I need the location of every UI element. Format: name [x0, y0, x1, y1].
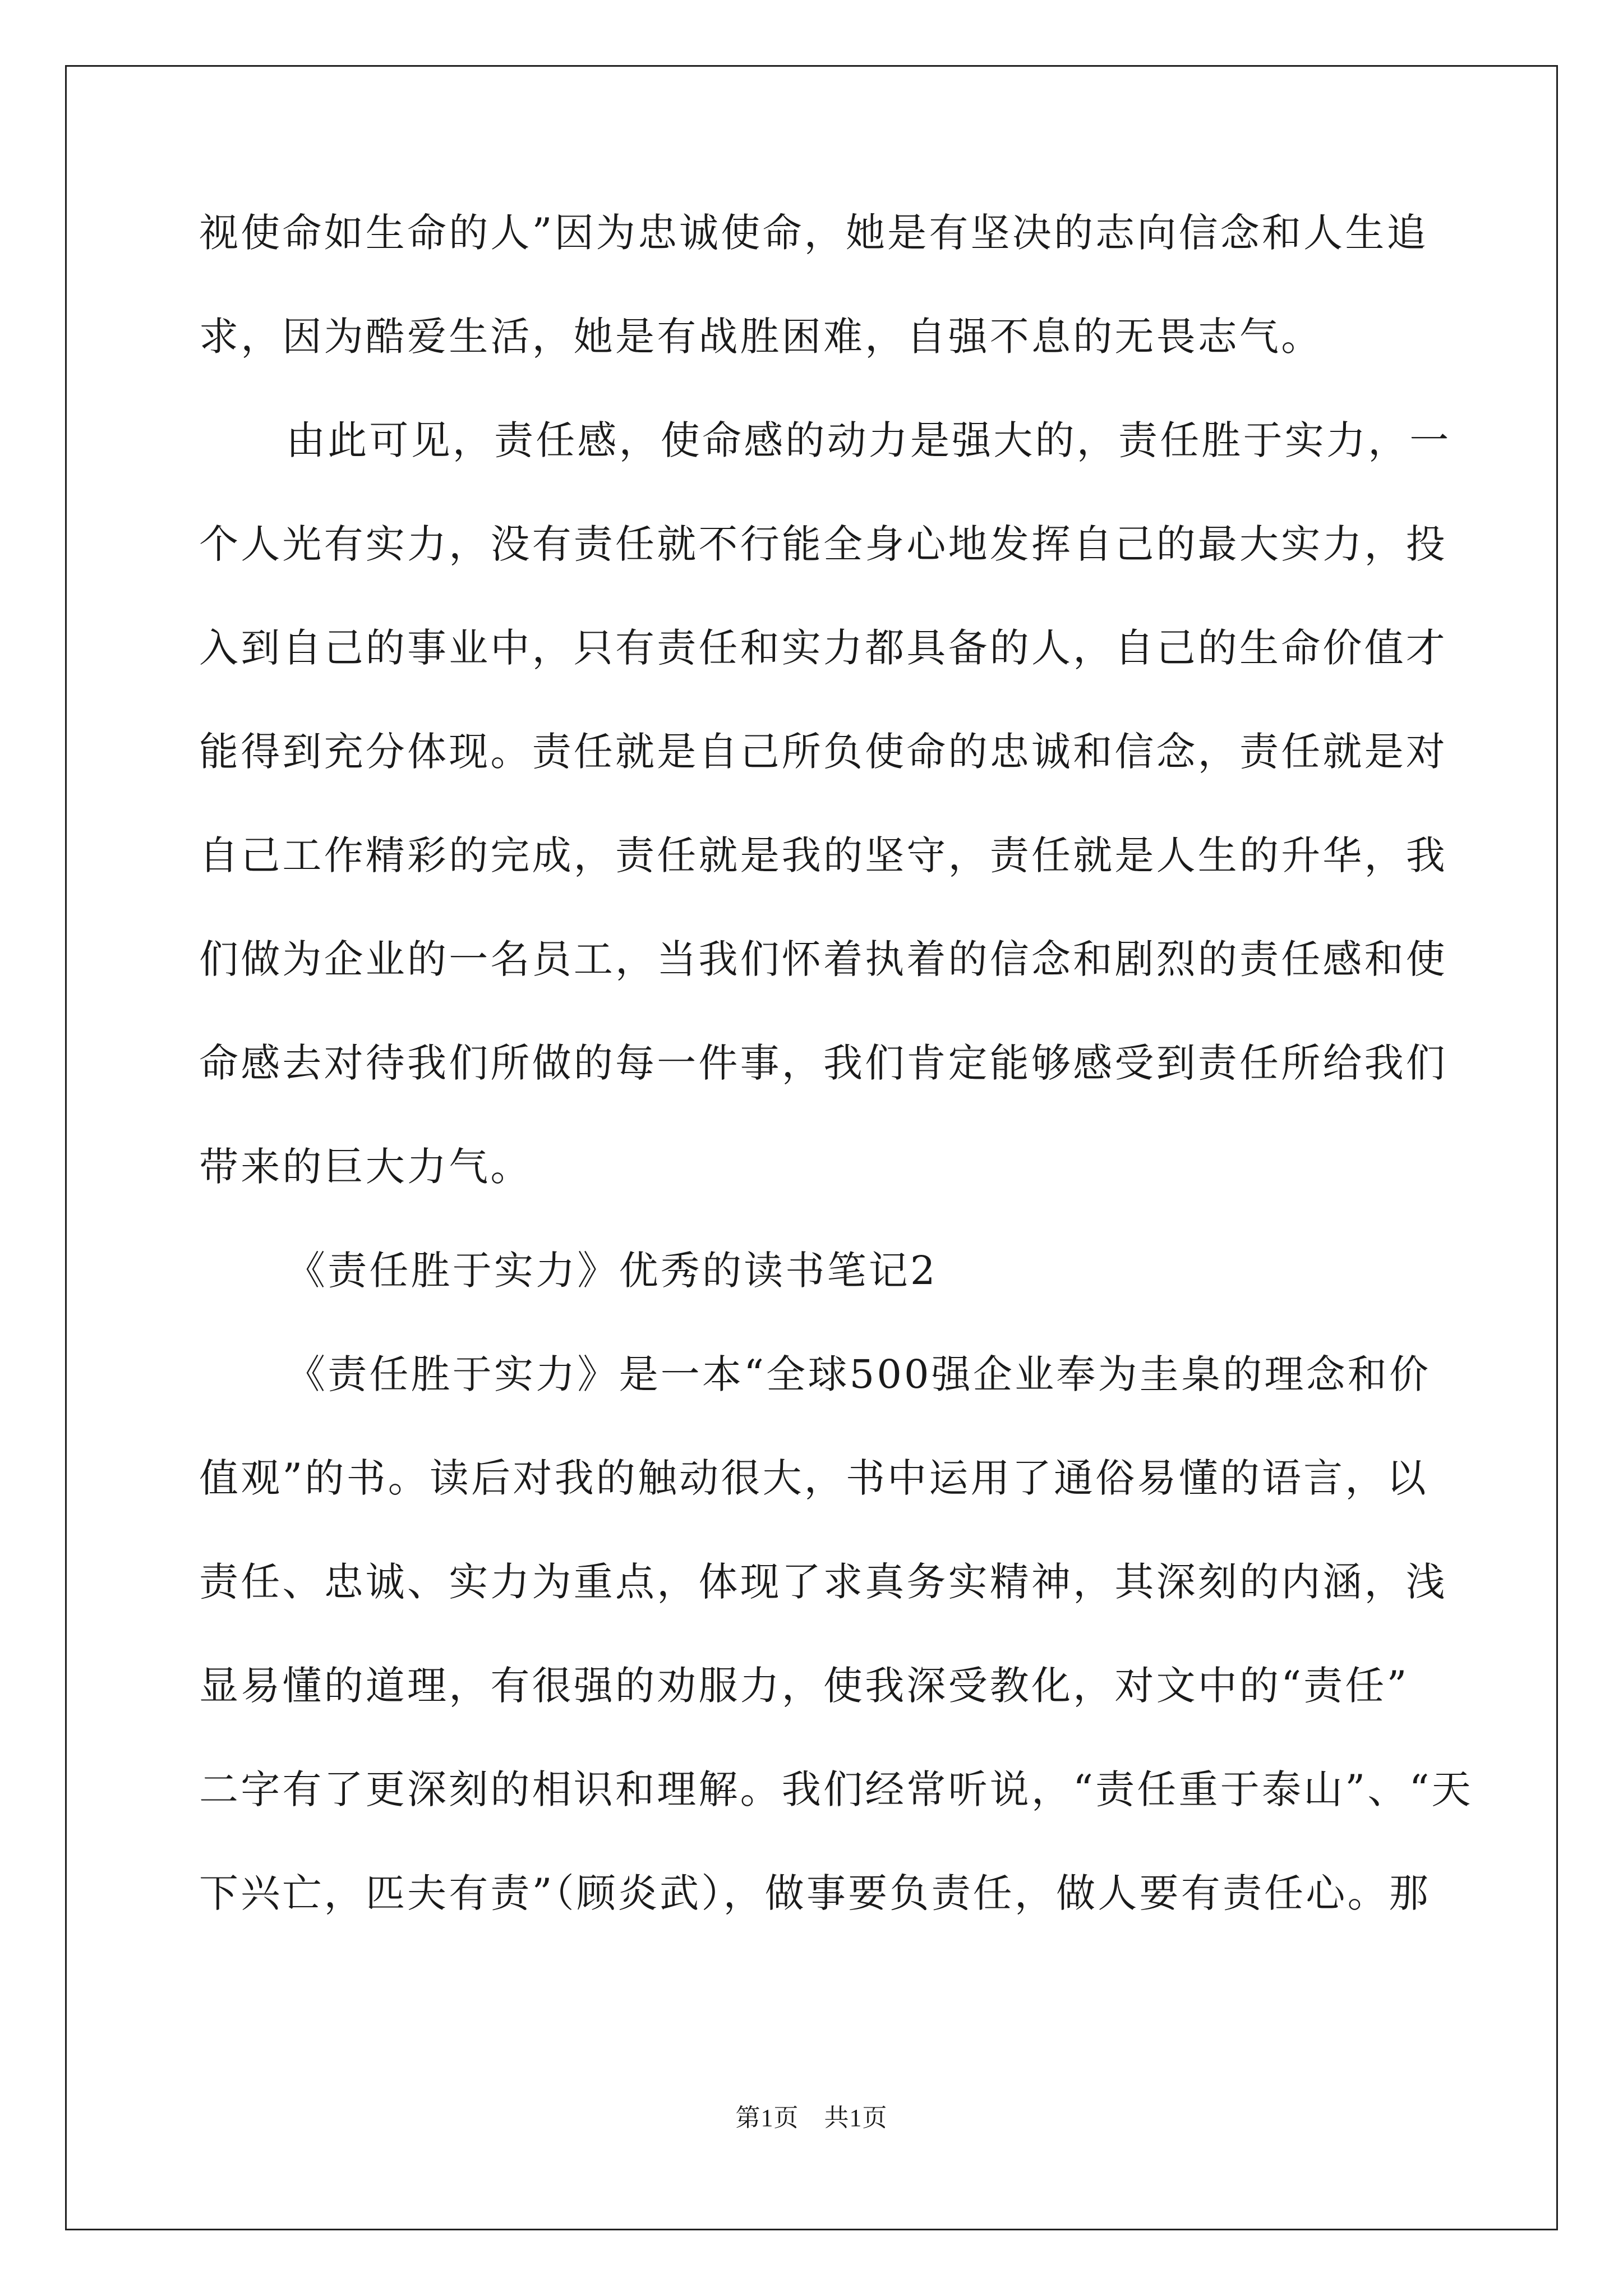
body-text-line: 自己工作精彩的完成，责任就是我的坚守，责任就是人生的升华，我 — [199, 832, 1447, 878]
body-text-line: 入到自己的事业中，只有责任和实力都具备的人，自己的生命价值才 — [199, 625, 1447, 671]
body-text-line: 《责任胜于实力》是一本“全球500强企业奉为圭臬的理念和价 — [286, 1351, 1431, 1397]
body-text-line: 带来的巨大力气。 — [199, 1144, 532, 1190]
section-heading: 《责任胜于实力》优秀的读书笔记2 — [286, 1248, 938, 1294]
body-text-line: 求，因为酷爱生活，她是有战胜困难，自强不息的无畏志气。 — [199, 314, 1323, 360]
body-text-line: 视使命如生命的人”因为忠诚使命，她是有坚决的志向信念和人生追 — [199, 210, 1428, 256]
body-text-line: 能得到充分体现。责任就是自己所负使命的忠诚和信念，责任就是对 — [199, 729, 1447, 775]
page-number-footer: 第1页 共1页 — [735, 2104, 888, 2132]
body-text-line: 下兴亡，匹夫有责”（顾炎武），做事要负责任，做人要有责任心。那 — [199, 1870, 1431, 1916]
body-text-line: 命感去对待我们所做的每一件事，我们肯定能够感受到责任所给我们 — [199, 1040, 1447, 1086]
body-text-line: 显易懂的道理，有很强的劝服力，使我深受教化，对文中的“责任” — [199, 1663, 1409, 1709]
body-text-line: 值观”的书。读后对我的触动很大，书中运用了通俗易懂的语言，以 — [199, 1455, 1428, 1501]
body-text-line: 们做为企业的一名员工，当我们怀着执着的信念和剧烈的责任感和使 — [199, 936, 1447, 982]
body-text-line: 个人光有实力，没有责任就不行能全身心地发挥自己的最大实力，投 — [199, 521, 1447, 567]
body-text-line: 责任、忠诚、实力为重点，体现了求真务实精神，其深刻的内涵，浅 — [199, 1559, 1447, 1605]
body-text-line: 二字有了更深刻的相识和理解。我们经常听说，“责任重于泰山”、“天 — [199, 1766, 1473, 1812]
body-text-line: 由此可见，责任感，使命感的动力是强大的，责任胜于实力，一 — [286, 417, 1451, 463]
